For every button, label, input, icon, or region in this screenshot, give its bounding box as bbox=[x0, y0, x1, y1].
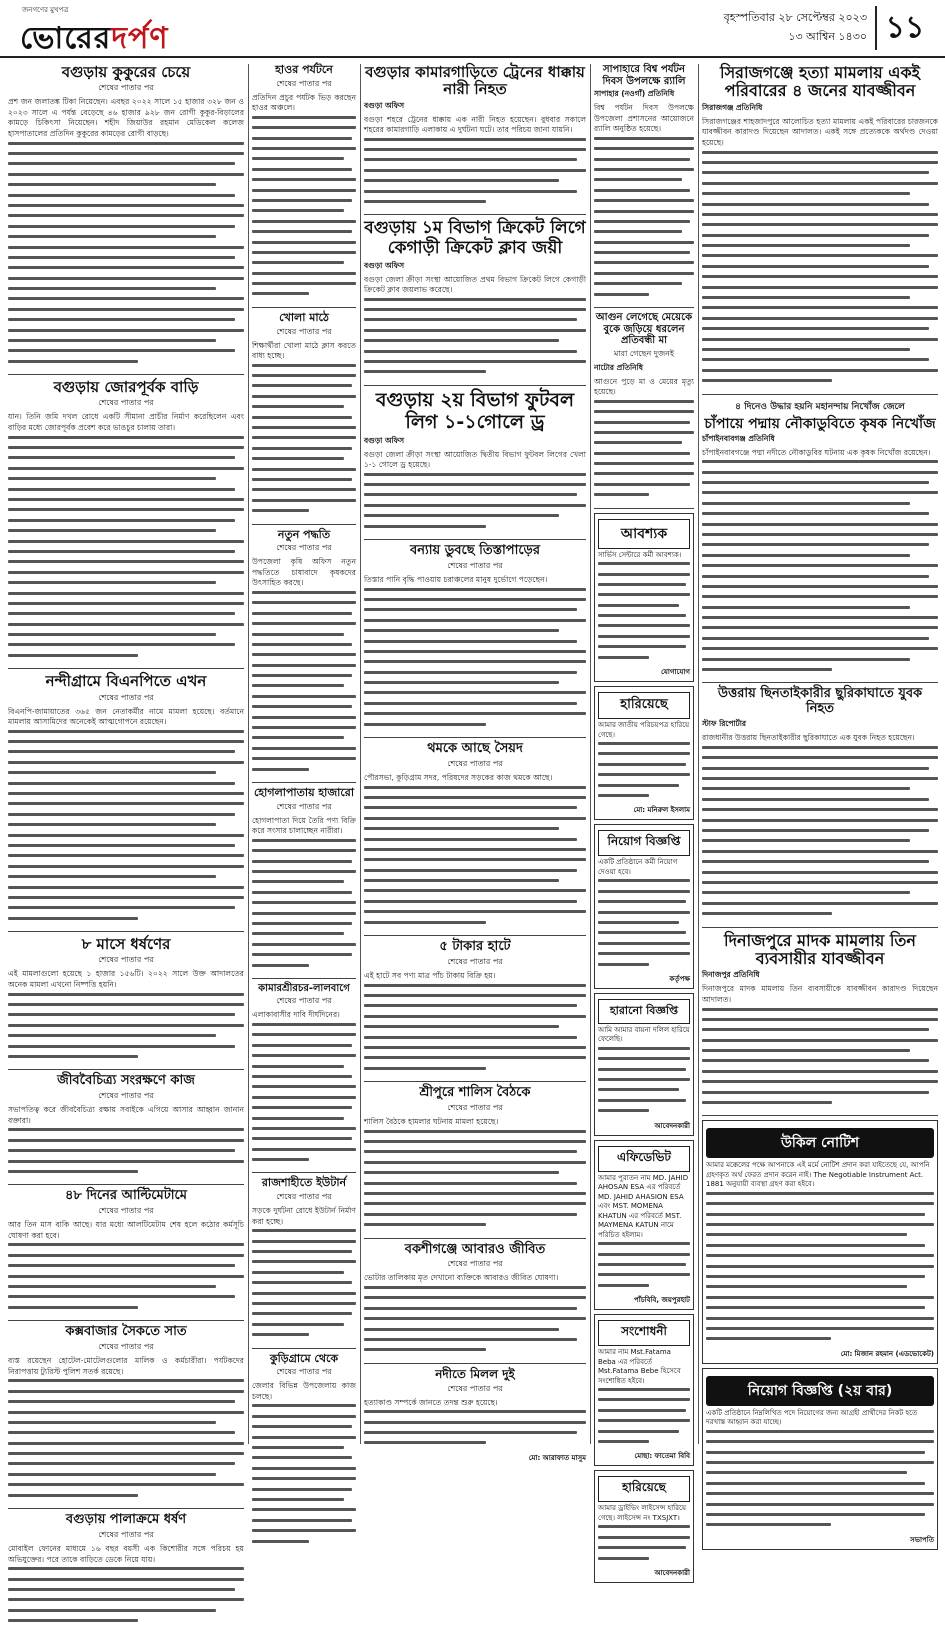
article-body: হত্যাকাণ্ড সম্পর্কে জানতে তদন্ত শুরু হয়েছে। bbox=[364, 1397, 498, 1407]
byline: বগুড়া অফিস bbox=[364, 435, 405, 445]
classified-ad bbox=[594, 1314, 694, 1466]
article-body: সিরাজগঞ্জের শাহজাদপুরে আলোচিত হত্যা মামলায় একই পরিবারের চারজনকে যাবজ্জীবন কারাদণ্ড দিয়েছেন আদালত। একই সঙ্গে প্রত্যেককে অর্থদণ্ড দেওয়া হয়েছে। bbox=[702, 116, 938, 147]
column-rule bbox=[248, 64, 249, 1444]
article bbox=[594, 312, 694, 509]
article bbox=[252, 787, 356, 979]
byline: সিরাজগঞ্জ প্রতিনিধি bbox=[702, 102, 763, 112]
ad-body: আমি আমার বায়না দলিল হারিয়ে ফেলেছি। bbox=[598, 1025, 690, 1044]
article bbox=[702, 687, 938, 927]
article-body: আগুনে পুড়ে মা ও মেয়ের মৃত্যু হয়েছে। bbox=[594, 376, 694, 397]
notice-title: উকিল নোটিশ bbox=[706, 1128, 934, 1158]
ad-signature: মো: মনিরুল ইসলাম bbox=[633, 806, 690, 815]
body-text-lines bbox=[364, 473, 586, 528]
byline: নাটোর প্রতিনিধি bbox=[594, 362, 644, 372]
continued-label: শেষের পাতার পর bbox=[276, 78, 332, 88]
ad-body: আমার পুরাতন নাম MD. JAHID AHOSAN ESA এর পরিবর্তে MD. JAHID AHASION ESA এবং MST. MOMENA KHATUN এর পরিবর্তে MST. MAYMENA KATUN নামে পরিচিত হইলাম। bbox=[598, 1173, 689, 1239]
article-body: এই মামলাগুলো হয়েছে ১ হাজার ১৫৬টি। ২০২২ সালে উক্ত আদালতের অনেক মামলা এখনো নিষ্পত্তি হয়নি। bbox=[8, 969, 244, 989]
logo-name-b: দর্পণ bbox=[111, 21, 169, 56]
article bbox=[8, 64, 244, 375]
masthead bbox=[0, 0, 945, 58]
article bbox=[252, 64, 356, 308]
body-text-lines bbox=[594, 137, 694, 296]
headline: হাওর পর্যটনে bbox=[275, 63, 333, 76]
body-text-lines bbox=[252, 1023, 356, 1161]
continued-label: শেষের পাতার পর bbox=[447, 1383, 503, 1393]
column-rule bbox=[360, 64, 361, 1444]
headline: কুড়িগ্রামে থেকে bbox=[269, 1351, 339, 1365]
headline: হোগলাপাতায় হাজারো bbox=[253, 786, 355, 799]
headline: আগুন লেগেছে মেয়েকে বুকে জড়িয়ে ধরলেন প্রতিবন্ধী মা bbox=[595, 312, 693, 347]
logo-tagline: জনগণের মুখপত্র bbox=[22, 6, 69, 14]
ad-title: সংশোধনী bbox=[598, 1320, 690, 1346]
ad-title: হারিয়েছে bbox=[598, 692, 690, 719]
body-text-lines bbox=[252, 591, 356, 771]
body-text-lines bbox=[8, 730, 244, 920]
continued-label: শেষের পাতার পর bbox=[98, 1342, 154, 1352]
ad-signature: পাঁচবিবি, জয়পুরহাট bbox=[634, 1296, 690, 1305]
continued-label: শেষের পাতার পর bbox=[98, 1529, 154, 1539]
headline: চাঁপায়ে পদ্মায় নৌকাডুবিতে কৃষক নিখোঁজ bbox=[704, 415, 936, 432]
headline: বন্যায় ডুবছে তিস্তাপাড়ের bbox=[410, 543, 540, 559]
column-2 bbox=[252, 64, 356, 1444]
article bbox=[364, 742, 586, 936]
body-text-lines bbox=[598, 1047, 690, 1112]
body-text-lines bbox=[252, 839, 356, 967]
continued-label: শেষের পাতার পর bbox=[447, 560, 503, 570]
ad-title: নিয়োগ বিজ্ঞপ্তি bbox=[598, 830, 690, 856]
article bbox=[8, 673, 244, 932]
article-body: বিএনপি-জামায়াতের ৩৬৫ জন নেতাকর্মীর নামে মামলা হয়েছে। বর্তমানে মামলায় আসামিদের অনেকেই আত্মগোপনে রয়েছেন। bbox=[8, 706, 244, 727]
article-body: ব্যস্ত রয়েছেন হোটেল-মোটেলগুলোর মালিক ও কর্মচারীরা। পর্যটকদের নিরাপত্তায় ট্যুরিস্ট পুলিশ সতর্ক রয়েছে। bbox=[8, 1356, 244, 1376]
continued-label: শেষের পাতার পর bbox=[98, 955, 154, 965]
ad-signature: কর্তৃপক্ষ bbox=[669, 974, 690, 983]
headline: জীববৈচিত্র্য সংরক্ষণে কাজ bbox=[57, 1073, 195, 1089]
article-body: আর তিন মাস বাকি আছে। যার মধ্যে আলটিমেটাম শেষ হলে কঠোর কর্মসূচি ঘোষণা করা হবে। bbox=[8, 1220, 244, 1240]
continued-label: শেষের পাতার পর bbox=[98, 83, 154, 93]
article-body: সভাপতিত্ব করে জীববৈচিত্র্য রক্ষায় সবাইকে এগিয়ে আসার আহ্বান জানান বক্তারা। bbox=[8, 1105, 244, 1125]
byline: দিনাজপুর প্রতিনিধি bbox=[702, 970, 760, 980]
classified-ad bbox=[594, 824, 694, 989]
article bbox=[364, 1368, 586, 1468]
article bbox=[8, 1325, 244, 1509]
continued-label: শেষের পাতার পর bbox=[98, 692, 154, 702]
article bbox=[252, 312, 356, 525]
column-5 bbox=[702, 63, 938, 1544]
body-text-lines bbox=[252, 116, 356, 296]
article bbox=[8, 936, 244, 1070]
article-body: সড়কে দুর্ঘটনা রোধে ইউটার্ন নির্মাণ করা হচ্ছে। bbox=[252, 1206, 356, 1226]
headline: কক্সবাজার সৈকতে সাত bbox=[65, 1324, 187, 1340]
body-text-lines bbox=[252, 1404, 356, 1542]
byline: স্টাফ রিপোর্টার bbox=[702, 719, 747, 729]
ad-signature: আবেদনকারী bbox=[654, 1568, 690, 1577]
article-body: বগুড়া জেলা ক্রীড়া সংস্থা আয়োজিত প্রথম বিভাগ ক্রিকেট লিগে কেগাড়ী ক্রিকেট ক্লাব জয়লাভ করেছে। bbox=[364, 274, 586, 295]
body-text-lines bbox=[8, 1128, 244, 1173]
body-text-lines bbox=[364, 1410, 586, 1444]
date-bn-alt: ১৩ আশ্বিন ১৪৩০ bbox=[788, 30, 867, 43]
article-body: এলাকাবাসীর দাবি দীর্ঘদিনের। bbox=[252, 1010, 340, 1020]
legal-notice bbox=[702, 1120, 938, 1363]
continued-label: শেষের পাতার পর bbox=[276, 801, 332, 811]
body-text-lines bbox=[594, 400, 694, 497]
recruitment-notice bbox=[702, 1368, 938, 1550]
article-body: বগুড়া শহরে ট্রেনের ধাক্কায় এক নারী নিহত হয়েছেন। বুধবার সকালে শহরের কামারগাড়ি এলাকায় এ দুর্ঘটনা ঘটে। তার পরিচয় জানা যায়নি। bbox=[364, 114, 586, 135]
body-text-lines bbox=[364, 1130, 586, 1227]
headline: থমকে আছে সৈয়দ bbox=[427, 741, 523, 757]
headline: বগুড়ায় জোরপূর্বক বাড়ি bbox=[53, 378, 199, 397]
classified-ad bbox=[594, 513, 694, 682]
ad-title: হারিয়েছে bbox=[598, 1476, 690, 1502]
article bbox=[8, 1189, 244, 1321]
headline: বগুড়ায় ২য় বিভাগ ফুটবল লিগ ১-১গোলে ড্র bbox=[375, 388, 575, 433]
notice-body: আমার মক্কেলের পক্ষে আপনাকে এই মর্মে নোটিশ প্রদান করা যাইতেছে যে, আপনি গ্রহণকৃত অর্থ ফেরত প্রদান করেন নাই। The Negotiable Instrument Act. 1881 অনুযায়ী ব্যবস্থা গ্রহণ করা হইবে। bbox=[706, 1161, 930, 1189]
body-text-lines bbox=[702, 746, 938, 915]
ad-title: হারানো বিজ্ঞপ্তি bbox=[598, 999, 690, 1024]
article-body: এই হাটে সব পণ্য মাত্র পাঁচ টাকায় বিক্রি হয়। bbox=[364, 970, 496, 980]
continued-label: শেষের পাতার পর bbox=[447, 1259, 503, 1269]
body-text-lines bbox=[702, 460, 938, 671]
headline: ৮ মাসে ধর্ষণের bbox=[81, 935, 171, 954]
body-text-lines bbox=[598, 742, 690, 797]
byline: সাপাহার (নওগাঁ) প্রতিনিধি bbox=[594, 89, 675, 98]
continued-label: শেষের পাতার পর bbox=[276, 543, 332, 553]
headline: বকশীগঞ্জে আবারও জীবিত bbox=[404, 1241, 546, 1257]
body-text-lines bbox=[598, 1242, 690, 1287]
logo-name-a: ভোরের bbox=[20, 21, 112, 56]
body-text-lines bbox=[702, 1008, 938, 1105]
article-body: মোবাইল ফোনের মাধ্যমে ১৬ বছর বয়সী এক কিশোরীর সঙ্গে পরিচয় হয় অভিযুক্তের। পরে তাকে বাড়িতে ডেকে নিয়ে যায়। bbox=[8, 1543, 244, 1564]
article bbox=[364, 219, 586, 385]
continued-label: শেষের পাতার পর bbox=[98, 398, 154, 408]
page-number: ১১ bbox=[875, 6, 933, 50]
subheadline: মারা গেছেন দুজনই bbox=[613, 348, 675, 358]
headline: নদীতে মিলল দুই bbox=[435, 1366, 515, 1381]
headline: বগুড়ায় কুকুরের চেয়ে bbox=[61, 63, 191, 81]
article-body: বগুড়া জেলা ক্রীড়া সংস্থা আয়োজিত দ্বিতীয় বিভাগ ফুটবল লিগের খেলা ১-১ গোলে ড্র হয়েছে। bbox=[364, 449, 586, 470]
headline: নন্দীগ্রামে বিএনপিতে এখন bbox=[45, 672, 207, 691]
headline: শ্রীপুরে শালিস বৈঠকে bbox=[419, 1085, 531, 1101]
body-text-lines bbox=[706, 1192, 934, 1340]
notice-title: নিয়োগ বিজ্ঞপ্তি (২য় বার) bbox=[706, 1376, 934, 1406]
ad-title: এফিডেভিট bbox=[598, 1146, 690, 1172]
continued-label: শেষের পাতার পর bbox=[276, 326, 332, 336]
overline: ৪ দিনেও উদ্ধার হয়নি মহানন্দায় নিখোঁজ জেলে bbox=[735, 401, 905, 412]
article bbox=[364, 1243, 586, 1364]
article-body: পৌরসভা, কুড়িগ্রাম সদর, পরিষদের সড়কের কাজ থমকে আছে। bbox=[364, 772, 553, 782]
continued-label: শেষের পাতার পর bbox=[98, 1091, 154, 1101]
classified-ad bbox=[594, 1140, 694, 1310]
byline: চাঁপাইনবাবগঞ্জ প্রতিনিধি bbox=[702, 433, 775, 443]
article bbox=[252, 529, 356, 783]
article-body: উপজেলা কৃষি অফিস নতুন পদ্ধতিতে চাষাবাদে কৃষকদের উৎসাহিত করছে। bbox=[252, 557, 356, 588]
notice-signature: সভাপতি bbox=[910, 1535, 934, 1544]
continued-label: শেষের পাতার পর bbox=[98, 1206, 154, 1216]
body-text-lines bbox=[8, 1243, 244, 1308]
article-body: চাঁপাইনবাবগঞ্জে পদ্মা নদীতে নৌকাডুবির ঘটনায় এক কৃষক নিখোঁজ রয়েছেন। bbox=[702, 447, 931, 457]
headline: ৫ টাকার হাটে bbox=[439, 939, 511, 955]
body-text-lines bbox=[598, 1388, 690, 1443]
body-text-lines bbox=[252, 364, 356, 512]
continued-label: শেষের পাতার পর bbox=[447, 758, 503, 768]
ad-body: সার্ভিস সেন্টারে কর্মী আবশ্যক। bbox=[598, 550, 682, 559]
dateline bbox=[724, 8, 867, 46]
article-body: হোগলাপাতা দিয়ে তৈরি পণ্য বিক্রি করে সংসার চালাচ্ছেন নারীরা। bbox=[252, 815, 356, 836]
article bbox=[8, 1074, 244, 1185]
headline: বগুড়ায় পালাক্রমে ধর্ষণ bbox=[65, 1512, 187, 1528]
headline: উত্তরায় ছিনতাইকারীর ছুরিকাঘাতে যুবক নিহত bbox=[717, 686, 923, 717]
article-body: রাজধানীর উত্তরায় ছিনতাইকারীর ছুরিকাঘাতে এক যুবক নিহত হয়েছেন। bbox=[702, 733, 915, 743]
body-text-lines bbox=[706, 1430, 934, 1527]
article bbox=[364, 390, 586, 540]
body-text-lines bbox=[8, 993, 244, 1058]
headline: রাজশাহীতে ইউটার্ন bbox=[261, 1176, 347, 1190]
article bbox=[364, 1086, 586, 1238]
continued-label: শেষের পাতার পর bbox=[276, 1367, 332, 1377]
column-rule bbox=[590, 64, 591, 1444]
article bbox=[8, 1513, 244, 1633]
headline: কামারশ্রীরচর-লালবাগে bbox=[258, 982, 350, 994]
article bbox=[252, 1177, 356, 1348]
body-text-lines bbox=[364, 298, 586, 374]
article bbox=[702, 932, 938, 1117]
newspaper-logo bbox=[16, 4, 216, 54]
article bbox=[702, 64, 938, 395]
article-body: শালিস বৈঠকে হামলার ঘটনায় মামলা হয়েছে। bbox=[364, 1117, 499, 1127]
ad-title: আবশ্যক bbox=[598, 519, 690, 549]
body-text-lines bbox=[8, 142, 244, 363]
continued-label: শেষের পাতার পর bbox=[276, 1192, 332, 1202]
classified-ad bbox=[594, 1470, 694, 1583]
headline: দিনাজপুরে মাদক মামলায় তিন ব্যবসায়ীর যাবজ্জীবন bbox=[724, 930, 916, 968]
author-signature: মো: আরাফাত মাসুম bbox=[528, 1453, 586, 1462]
article bbox=[702, 399, 938, 684]
column-1 bbox=[8, 63, 244, 1564]
body-text-lines bbox=[364, 138, 586, 203]
article bbox=[252, 983, 356, 1174]
body-text-lines bbox=[364, 588, 586, 726]
continued-label: শেষের পাতার পর bbox=[276, 996, 332, 1006]
byline: বগুড়া অফিস bbox=[364, 260, 405, 270]
body-text-lines bbox=[8, 1567, 244, 1622]
article bbox=[364, 64, 586, 215]
continued-label: শেষের পাতার পর bbox=[447, 956, 503, 966]
column-4 bbox=[594, 64, 694, 1577]
logo-name bbox=[20, 14, 169, 65]
headline: নতুন পদ্ধতি bbox=[277, 527, 331, 541]
byline: বগুড়া অফিস bbox=[364, 100, 405, 110]
body-text-lines bbox=[8, 1379, 244, 1496]
article bbox=[364, 940, 586, 1082]
article bbox=[364, 544, 586, 738]
ad-body: আমার ড্রাইভিং লাইসেন্স হারিয়ে গেছে। লাইসেন্স নং TXSJXT। bbox=[598, 1504, 686, 1522]
article bbox=[594, 64, 694, 308]
body-text-lines bbox=[252, 1229, 356, 1336]
body-text-lines bbox=[598, 1525, 690, 1559]
headline: সাপাহারে বিশ্ব পর্যটন দিবস উপলক্ষে র‍্যালি bbox=[602, 64, 686, 87]
notice-signature: মো: মিজান রহমান (এডভোকেট) bbox=[840, 1349, 934, 1358]
body-text-lines bbox=[8, 436, 244, 657]
article-body: জেলার বিভিন্ন উপজেলায় কাজ চলছে। bbox=[252, 1381, 356, 1401]
headline: বগুড়ায় ১ম বিভাগ ক্রিকেট লিগে কেগাড়ী ক্রিকেট ক্লাব জয়ী bbox=[364, 218, 586, 258]
classified-ad bbox=[594, 993, 694, 1136]
body-text-lines bbox=[364, 984, 586, 1070]
headline: বগুড়ার কামারগাড়িতে ট্রেনের ধাক্কায় নারী নিহত bbox=[365, 63, 585, 99]
body-text-lines bbox=[364, 786, 586, 924]
body-text-lines bbox=[598, 879, 690, 965]
body-text-lines bbox=[364, 1286, 586, 1351]
ad-signature: যোগাযোগ bbox=[661, 668, 690, 677]
classified-ad bbox=[594, 686, 694, 820]
article bbox=[252, 1353, 356, 1554]
date-bn: বৃহস্পতিবার ২৮ সেপ্টেম্বর ২০২৩ bbox=[723, 11, 867, 24]
ad-signature: আবেদনকারী bbox=[654, 1121, 690, 1130]
ad-body: একটি প্রতিষ্ঠানে কর্মী নিয়োগ দেওয়া হবে। bbox=[598, 858, 678, 876]
ad-body: আমার নাম Mst.Fatama Beba এর পরিবর্তে Mst.Fatama Bebe হিসেবে সংশোধিত হইবে। bbox=[598, 1348, 681, 1385]
column-3 bbox=[364, 63, 586, 1462]
article-body: ভোটার তালিকায় মৃত দেখানো ব্যক্তিকে আবারও জীবিত ঘোষণা। bbox=[364, 1273, 559, 1283]
notice-body: একটি প্রতিষ্ঠানে নিম্নলিখিত পদে নিয়োগের জন্য আগ্রহী প্রার্থীদের নিকট হতে দরখাস্ত আহ্বান করা যাচ্ছে। bbox=[706, 1408, 918, 1427]
ad-body: আমার জাতীয় পরিচয়পত্র হারিয়ে গেছে। bbox=[598, 721, 690, 739]
article-body: প্রতিদিন প্রচুর পর্যটক ভিড় করছেন হাওর অঞ্চলে। bbox=[252, 92, 356, 113]
article-body: বিশ্ব পর্যটন দিবস উপলক্ষে উপজেলা প্রশাসনের আয়োজনে র‍্যালি অনুষ্ঠিত হয়েছে। bbox=[594, 103, 694, 134]
continued-label: শেষের পাতার পর bbox=[447, 1103, 503, 1113]
article-body: তিস্তার পানি বৃদ্ধি পাওয়ায় চরাঞ্চলের মানুষ দুর্ভোগে পড়েছেন। bbox=[364, 574, 548, 584]
article-body: যান। তিনি জমি দখল রোধে একটি সীমানা প্রাচীর নির্মাণ করেছিলেন এবং বাড়ির মধ্যে জোরপূর্বক প্রবেশ করে ভাঙচুর চালায় তারা। bbox=[8, 412, 244, 433]
body-text-lines bbox=[702, 151, 938, 383]
column-rule bbox=[698, 64, 699, 1444]
ad-signature: মোছা: ফাতেমা বিবি bbox=[634, 1452, 690, 1461]
headline: সিরাজগঞ্জে হত্যা মামলায় একই পরিবারের ৪ জনের যাবজ্জীবন bbox=[720, 63, 920, 101]
article bbox=[8, 379, 244, 669]
headline: খোলা মাঠে bbox=[279, 310, 329, 324]
article-body: দিনাজপুরে মাদক মামলায় তিন ব্যবসায়ীকে যাবজ্জীবন কারাদণ্ড দিয়েছেন আদালত। bbox=[702, 984, 938, 1004]
article-body: শিক্ষার্থীরা খোলা মাঠে ক্লাস করতে বাধ্য হচ্ছে। bbox=[252, 340, 356, 361]
article-body: প্রশ জন জলাতঙ্ক টিকা নিয়েছেন। এবছর ২০২২ সালে ১৫ হাজার ৩২৮ জন ও ২০২৩ সালে এ পর্যন্ত বেড়েছে ৪৬ হাজার ৯২৮ জন রোগী কুকুর-বিড়ালের কামড়ে চিকিৎসা নিয়েছেন। শহীদ জিয়াউর রহমান মেডিকেল কলেজ হাসপাতালের প্রতিদিন কুকুরের কামড়ের রোগী বাড়ছে। bbox=[8, 97, 244, 139]
headline: ৪৮ দিনের আল্টিমেটামে bbox=[64, 1188, 187, 1204]
body-text-lines bbox=[598, 562, 690, 659]
